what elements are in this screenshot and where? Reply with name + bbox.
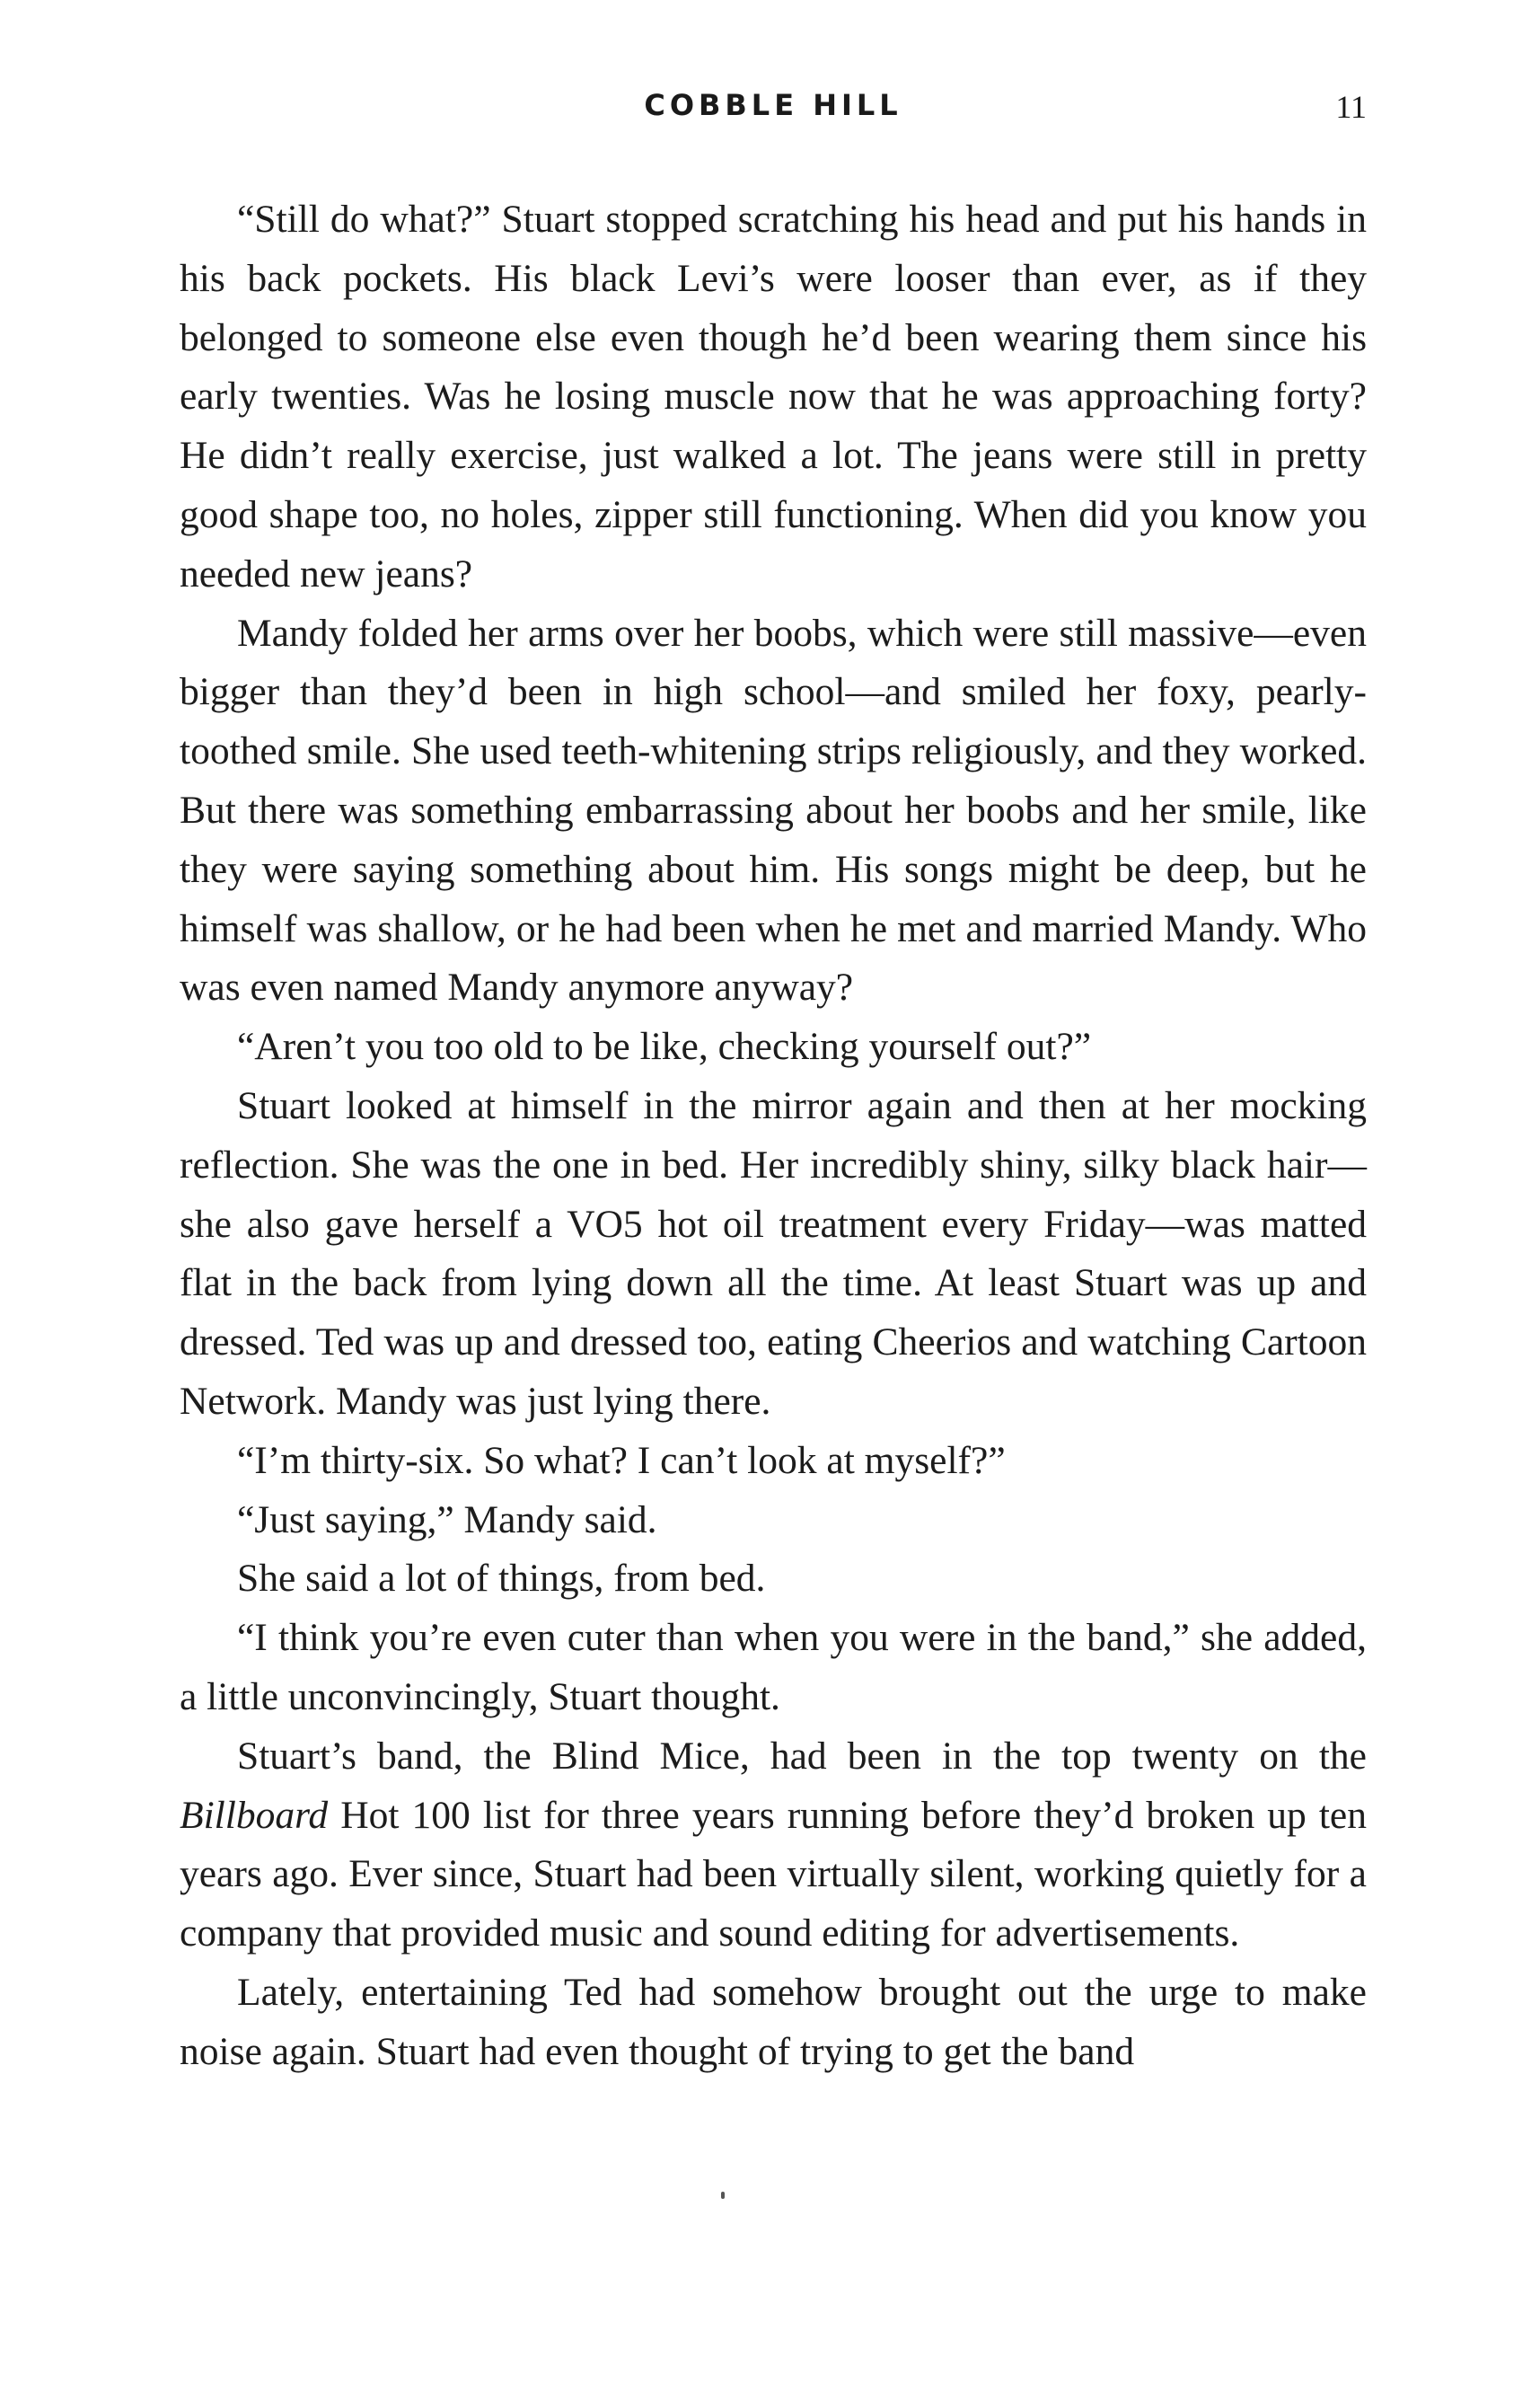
band-text-start: Stuart’s band, the Blind Mice, had been in the top twenty on the (237, 1734, 1367, 1778)
paragraph-7: She said a lot of things, from bed. (237, 1557, 766, 1601)
paragraph-6: “Just saying,” Mandy said. (237, 1497, 657, 1541)
paragraph-3: “Aren’t you too old to be like, checking yourself out?” (237, 1025, 1092, 1069)
running-head (180, 88, 1367, 133)
running-title: COBBLE HILL (644, 88, 902, 122)
body-text (180, 190, 1367, 2082)
paragraph-8: “I think you’re even cuter than when you were in the band,” she added, a little unconvincingly, Stuart thought. (180, 1616, 1367, 1718)
paragraph-2: Mandy folded her arms over her boobs, which were still massive—even bigger than they’d been in high school—and smiled her foxy, pearly-toothed smile. She used teeth-whitening strips religiously, and they worked. But there was something embarrassing about her boobs and her smile, like they were saying something about him. His songs might be deep, but he himself was shallow, or he had been when he met and married Mandy. Who was even named Mandy anymore anyway? (180, 611, 1367, 1010)
band-text-end: Hot 100 list for three years running before they’d broken up ten years ago. Ever since, Stuart had been virtually silent, working quietly for a company that provided music and sound editing for advertisements. (180, 1793, 1367, 1955)
paragraph-10: Lately, entertaining Ted had somehow brought out the urge to make noise again. Stuart had even thought of trying to get the band (180, 1970, 1367, 2073)
billboard-title: Billboard (180, 1793, 329, 1837)
paragraph-5: “I’m thirty-six. So what? I can’t look at myself?” (237, 1438, 1006, 1482)
print-speck (721, 2192, 725, 2199)
paragraph-1: “Still do what?” Stuart stopped scratching his head and put his hands in his back pockets. His black Levi’s were looser than ever, as if they belonged to someone else even though he’d been wearing them since his early twenties. Was he losing muscle now that he was approaching forty? He didn’t really exercise, just walked a lot. The jeans were still in pretty good shape too, no holes, zipper still functioning. When did you know you needed new jeans? (180, 198, 1367, 596)
page-number: 11 (1335, 89, 1367, 125)
paragraph-4: Stuart looked at himself in the mirror again and then at her mocking reflection. She was the one in bed. Her incredibly shiny, silky black hair—she also gave herself a VO5 hot oil treatment every Friday—was matted flat in the back from lying down all the time. At least Stuart was up and dressed. Ted was up and dressed too, eating Cheerios and watching Cartoon Network. Mandy was just lying there. (180, 1083, 1367, 1423)
paragraph-9 (180, 1727, 1367, 1964)
